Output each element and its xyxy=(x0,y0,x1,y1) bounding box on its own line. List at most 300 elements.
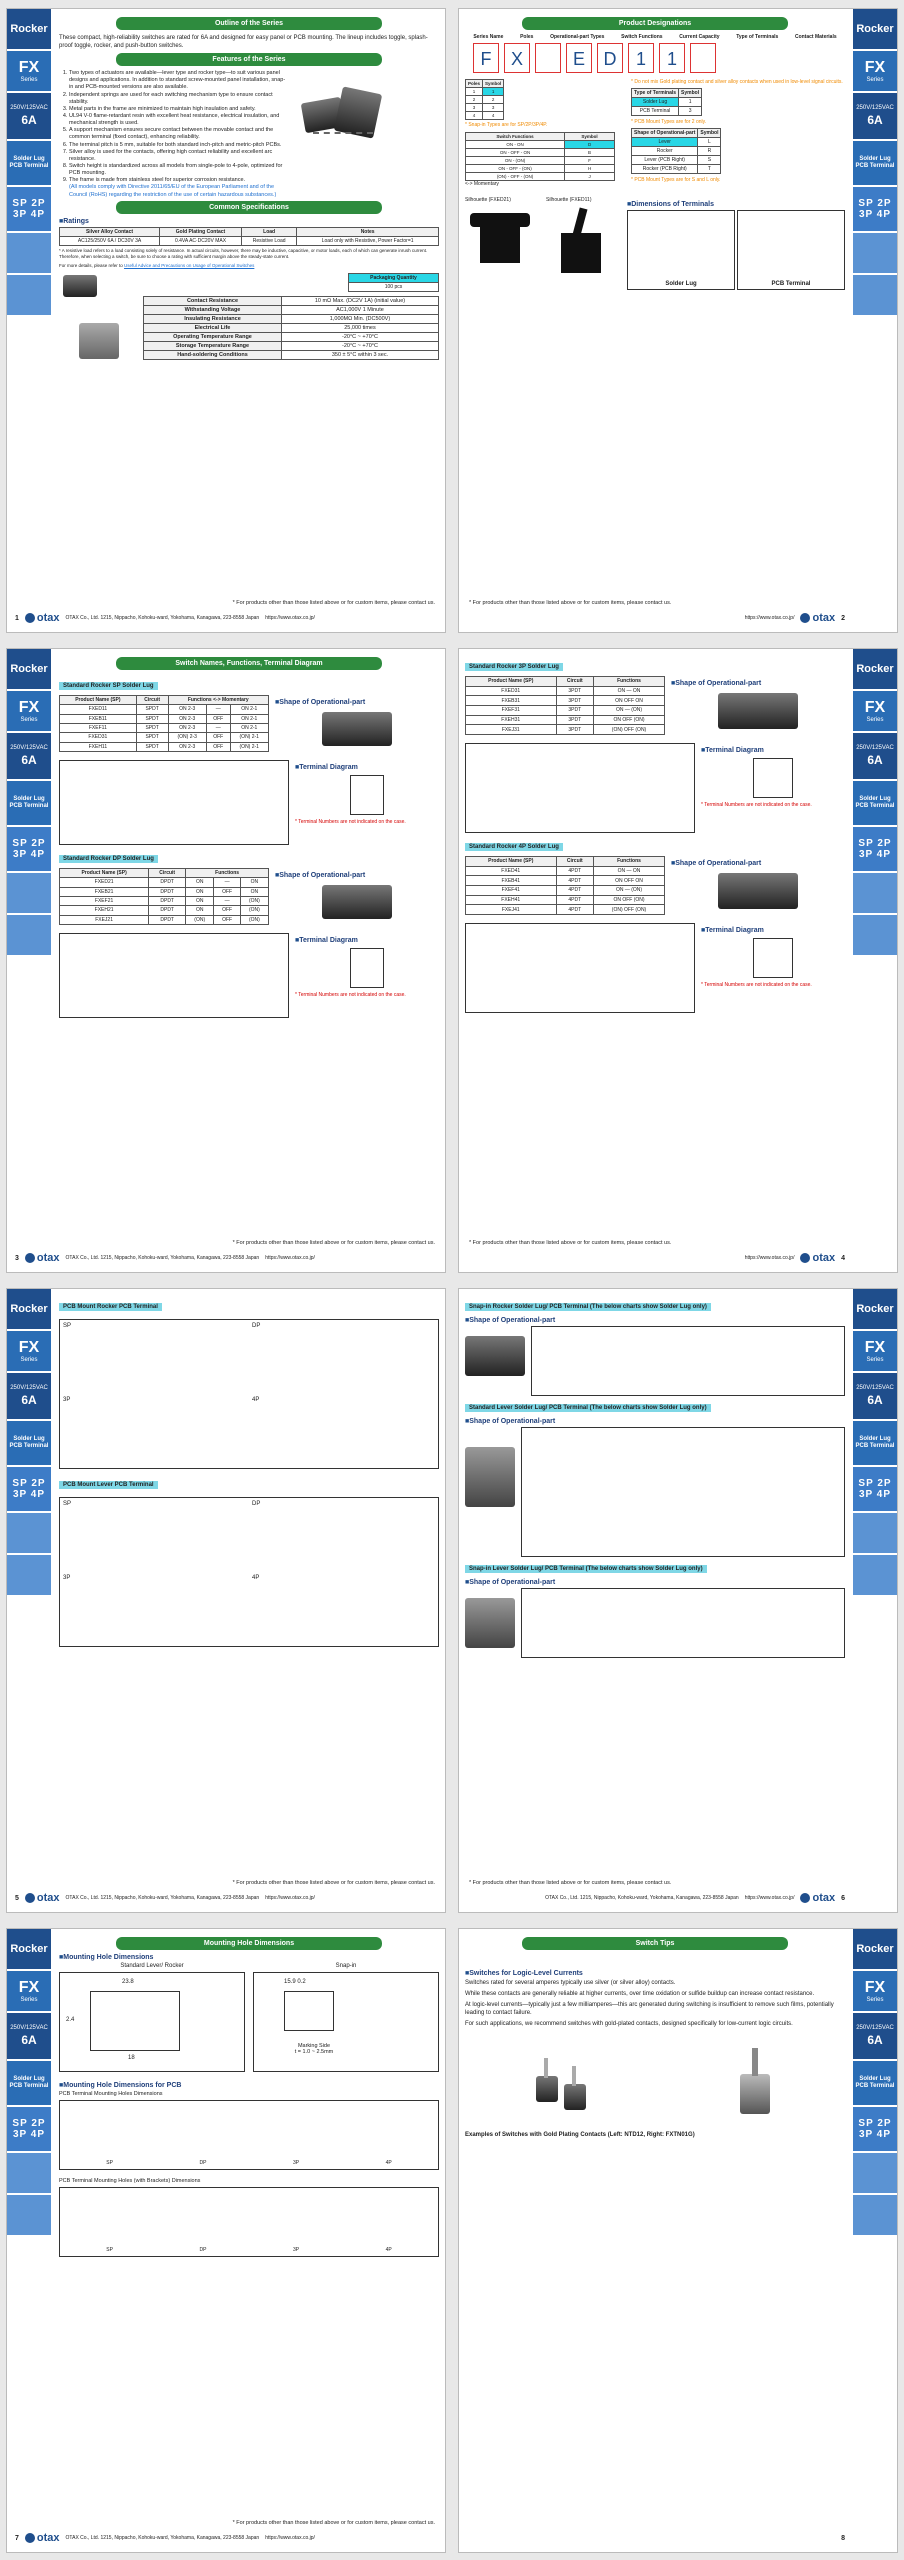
tab-fx[interactable] xyxy=(853,1971,897,2011)
logo-mark-icon xyxy=(800,1893,810,1903)
switch-photo xyxy=(59,273,139,360)
spec-val: 1,000MΩ Min. (DC500V) xyxy=(281,314,438,323)
func: (ON) xyxy=(240,896,268,905)
footer-note: * For products other than those listed above or for custom items, please contact us. xyxy=(232,1240,435,1246)
logo-text: otax xyxy=(812,1892,836,1904)
shape-symbol: L xyxy=(698,138,721,147)
tab-fx[interactable] xyxy=(853,691,897,731)
pcb-bracket-holes-drawing xyxy=(59,2187,439,2257)
footer-note: * For products other than those listed above or for custom items, please contact us. xyxy=(469,1240,672,1246)
tab-rating[interactable] xyxy=(7,93,51,139)
tab-blank-2 xyxy=(7,2195,51,2235)
tab-blank-2 xyxy=(7,1555,51,1595)
drawing-label: DP xyxy=(199,2160,207,2166)
drawing-label: 3P xyxy=(63,1397,71,1403)
func: ON 2-1 xyxy=(230,705,269,714)
rohs-note: (All models comply with Directive 2011/65/EU of the European Parliament and of the Council (RoHS) regarding the restriction of the use of certain hazardous substances.) xyxy=(69,184,277,198)
shape-heading: ■ Shape of Operational-part xyxy=(275,699,439,706)
shape-heading: ■ Shape of Operational-part xyxy=(671,860,845,867)
shape-head: Symbol xyxy=(698,129,721,138)
func: (ON) xyxy=(240,915,268,924)
tab-fx[interactable] xyxy=(7,691,51,731)
col-head: Product Name (SP) xyxy=(466,677,557,687)
logo-mark-icon xyxy=(800,1253,810,1263)
otax-logo xyxy=(25,1892,60,1904)
code-letter xyxy=(535,43,561,73)
gold-switch-photos xyxy=(465,2036,845,2126)
tab-rating-label: 6A xyxy=(21,1392,37,1407)
logo-mark-icon xyxy=(25,613,35,623)
func: ON xyxy=(186,896,214,905)
func: ON 2-3 xyxy=(168,723,206,732)
footer-url[interactable]: https://www.otax.co.jp/ xyxy=(744,1255,795,1261)
silhouette-rocker-drawing xyxy=(465,203,540,283)
func: — xyxy=(206,723,230,732)
ratings-col: Gold Plating Contact xyxy=(160,227,242,236)
page-number: 2 xyxy=(841,614,845,622)
tab-terminal[interactable]: Solder Lug PCB Terminal xyxy=(853,141,897,185)
shape-symbol: S xyxy=(698,156,721,165)
spec-val: 10 mΩ Max. (DC2V 1A) (initial value) xyxy=(281,296,438,305)
page-footer xyxy=(467,1888,845,1908)
tab-rocker[interactable]: Rocker xyxy=(7,1929,51,1969)
tab-poles-a: SP 2P xyxy=(858,198,892,209)
momentary-note: <-> Momentary xyxy=(465,181,499,187)
tab-rating[interactable] xyxy=(7,2013,51,2059)
logo-mark-icon xyxy=(25,1253,35,1263)
tab-blank-2 xyxy=(7,915,51,955)
tab-rating-sub: 250V/125VAC xyxy=(856,1385,894,1392)
product-name: FXEB41 xyxy=(466,876,557,886)
shape-head: Shape of Operational-part xyxy=(632,129,698,138)
page-footer xyxy=(467,608,845,628)
shape-heading: ■ Shape of Operational-part xyxy=(465,1418,845,1425)
pcb-note-2: * PCB Mount Types are for S and L only. xyxy=(631,177,721,183)
tab-blank-1 xyxy=(853,2153,897,2193)
fxtn01g-photo xyxy=(730,2046,780,2126)
tab-fx-sub: Series xyxy=(866,1996,884,2003)
product-name: FXEH31 xyxy=(466,715,557,725)
tab-fx[interactable] xyxy=(7,51,51,91)
func: (ON) 2-3 xyxy=(168,733,206,742)
otax-logo xyxy=(25,2532,60,2544)
feature-item: 6. The terminal pitch is 5 mm, suitable for both standard inch-pitch and metric-pitch PCBs. xyxy=(69,142,289,149)
col-head: Circuit xyxy=(556,857,594,867)
terminal-note: * Terminal Numbers are not indicated on the case. xyxy=(295,992,406,998)
func: ON xyxy=(186,878,214,887)
drawing-label: 3P xyxy=(63,1575,71,1581)
terminal-diagram xyxy=(350,775,384,815)
func: — xyxy=(214,878,241,887)
tab-poles[interactable] xyxy=(853,827,897,871)
feature-item: 8. Switch height is standardized across all models from single-pole to 4-pole, optimized for PCB mounting. xyxy=(69,163,289,177)
footer-note: * For products other than those listed above or for custom items, please contact us. xyxy=(232,600,435,606)
spec-key: Contact Resistance xyxy=(144,296,282,305)
product-name: FXEB31 xyxy=(466,696,557,706)
drawing-label: 4P xyxy=(385,2160,392,2166)
designation-label: Operational-part Types xyxy=(550,34,605,40)
silhouette-lever-drawing xyxy=(546,203,621,283)
tab-fx[interactable] xyxy=(7,1971,51,2011)
tab-terminal[interactable]: Solder Lug PCB Terminal xyxy=(7,2061,51,2105)
page-3 xyxy=(6,648,446,1273)
spec-val: AC1,000V 1 Minute xyxy=(281,305,438,314)
product-name: FXEF21 xyxy=(60,896,149,905)
tab-terminal[interactable]: Solder Lug PCB Terminal xyxy=(853,1421,897,1465)
terminal-type-head: Type of Terminals xyxy=(632,89,679,98)
product-name: FXEJ31 xyxy=(466,725,557,735)
tab-rating-sub: 250V/125VAC xyxy=(10,2025,48,2032)
ratings-link-pre: For more details, please refer to xyxy=(59,262,125,268)
col-head: Product Name (SP) xyxy=(60,869,149,878)
tab-rating[interactable] xyxy=(853,93,897,139)
std-dp-header: Standard Rocker DP Solder Lug xyxy=(59,855,158,863)
ntd12-photo xyxy=(530,2056,600,2126)
feature-item: 4. UL94 V-0 flame-retardant resin with excellent heat resistance, electrical insulation, and mechanical strength is used. xyxy=(69,113,289,127)
tab-rating[interactable] xyxy=(853,2013,897,2059)
tab-blank-1 xyxy=(853,233,897,273)
tab-rocker[interactable]: Rocker xyxy=(853,1929,897,1969)
snap-note: * Snap-in Types are for SP/2P/3P/4P. xyxy=(465,122,548,128)
page-number: 4 xyxy=(841,1254,845,1262)
tab-fx-sub: Series xyxy=(20,76,38,83)
col-head: Functions xyxy=(215,870,240,877)
circuit: DPDT xyxy=(149,896,186,905)
tab-terminal[interactable]: Solder Lug PCB Terminal xyxy=(7,781,51,825)
tab-rating[interactable] xyxy=(7,1373,51,1419)
tab-rocker[interactable]: Rocker xyxy=(853,649,897,689)
feature-item: 7. Silver alloy is used for the contacts, offering high contact reliability and excellent arc resistance. xyxy=(69,149,289,163)
product-photo xyxy=(293,70,439,190)
tab-rocker[interactable]: Rocker xyxy=(853,1289,897,1329)
tab-rocker[interactable]: Rocker xyxy=(7,9,51,49)
pcb-lever-header: PCB Mount Lever PCB Terminal xyxy=(59,1481,158,1489)
tab-poles-a: SP 2P xyxy=(858,2118,892,2129)
terminal-type: Solder Lug xyxy=(632,98,679,107)
designation-label: Contact Materials xyxy=(794,34,837,40)
col-head: Circuit xyxy=(136,696,168,705)
tab-poles-b: 3P 4P xyxy=(12,2129,46,2140)
code-letter: F xyxy=(473,43,499,73)
poles-table: Poles Symbol 1 1 2 2 3 3 4 4 xyxy=(465,79,504,120)
tab-poles-b: 3P 4P xyxy=(858,2129,892,2140)
4p-dimension-drawing xyxy=(465,923,695,1013)
circuit: DPDT xyxy=(149,878,186,887)
product-name: FXEF41 xyxy=(466,885,557,895)
dims-heading: ■ Dimensions of Terminals xyxy=(627,201,845,208)
drawing-label: SP xyxy=(106,2247,113,2253)
usage-advice-link[interactable]: Useful Advice and Precautions on Usage of Operational Switches xyxy=(124,262,255,268)
pcb-terminal-label: PCB Terminal xyxy=(771,281,811,287)
tab-rating-label: 6A xyxy=(867,752,883,767)
footer-note: * For products other than those listed above or for custom items, please contact us. xyxy=(469,1880,672,1886)
drawing-label: 3P xyxy=(292,2160,300,2166)
snapin-rocker-drawing xyxy=(531,1326,845,1396)
footer-url[interactable]: https://www.otax.co.jp/ xyxy=(265,2535,315,2541)
otax-logo xyxy=(25,1252,60,1264)
terminal-heading: ■ Terminal Diagram xyxy=(295,937,439,944)
ratings-cell: AC125/250V 6A / DC30V 3A xyxy=(60,236,160,245)
designation-labels xyxy=(465,34,845,40)
footer-address: OTAX Co., Ltd. 1215, Nippacho, Kohoku-ward, Yokohama, Kanagawa, 223-8558 Japan xyxy=(545,1895,739,1901)
drawing-sp xyxy=(60,1498,249,1572)
terminal-heading: ■ Terminal Diagram xyxy=(701,747,845,754)
func: ON xyxy=(186,906,214,915)
tips-text: At logic-level currents—typically just a few milliamperes—this arc generated during switching is insufficient to remove such films, potentially leading to contact failure. xyxy=(465,2002,834,2017)
packaging-head: Packaging Quantity xyxy=(349,273,439,282)
product-name: FXED21 xyxy=(60,878,149,887)
circuit: SPDT xyxy=(136,705,168,714)
tab-poles-b: 3P 4P xyxy=(12,209,46,220)
tab-terminal[interactable]: Solder Lug PCB Terminal xyxy=(7,1421,51,1465)
page-number: 6 xyxy=(841,1894,845,1902)
footer-note: * For products other than those listed above or for custom items, please contact us. xyxy=(232,1880,435,1886)
tab-rating-label: 6A xyxy=(867,2032,883,2047)
std-sp-header: Standard Rocker SP Solder Lug xyxy=(59,682,158,690)
std-4p-header: Standard Rocker 4P Solder Lug xyxy=(465,843,563,851)
code-letter: E xyxy=(566,43,592,73)
code-letter: 1 xyxy=(628,43,654,73)
tab-rating-label: 6A xyxy=(867,112,883,127)
product-name: FXEH11 xyxy=(60,742,137,751)
tab-poles-b: 3P 4P xyxy=(12,849,46,860)
page-8 xyxy=(458,1928,898,2553)
footer-url[interactable]: https://www.otax.co.jp/ xyxy=(265,1895,315,1901)
drawing-label: 4P xyxy=(385,2247,392,2253)
switch-names-banner: Switch Names, Functions, Terminal Diagram xyxy=(116,657,382,670)
dp-dimension-drawing xyxy=(59,933,289,1018)
page-1 xyxy=(6,8,446,633)
page-footer xyxy=(15,2528,393,2548)
terminal-type-head: Symbol xyxy=(679,89,702,98)
func: ON xyxy=(240,887,268,896)
spec-val: 350 ± 5°C within 3 sec. xyxy=(281,350,438,359)
solder-lug-label: Solder Lug xyxy=(665,281,697,287)
feature-item: 2. Independent springs are used for each switching mechanism type to ensure contact stability. xyxy=(69,92,289,106)
drawing-label: 4P xyxy=(252,1397,260,1403)
pcb-note-1: * PCB Mount Types are for 2 only. xyxy=(631,119,707,125)
circuit: DPDT xyxy=(149,906,186,915)
tab-terminal[interactable]: Solder Lug PCB Terminal xyxy=(7,141,51,185)
designation-label: Series Name xyxy=(473,34,504,40)
snapin-rocker-photo xyxy=(465,1336,525,1376)
page-7 xyxy=(6,1928,446,2553)
tab-poles-a: SP 2P xyxy=(858,1478,892,1489)
func: OFF xyxy=(214,915,241,924)
tab-fx[interactable] xyxy=(853,51,897,91)
terminal-types-table xyxy=(631,88,702,116)
rocker-photo xyxy=(322,885,392,919)
drawing-label: SP xyxy=(63,1323,72,1329)
page-number: 3 xyxy=(15,1254,19,1262)
tab-rating-sub: 250V/125VAC xyxy=(856,2025,894,2032)
page-number: 8 xyxy=(841,2534,845,2542)
logo-mark-icon xyxy=(800,613,810,623)
tab-poles[interactable] xyxy=(853,187,897,231)
func: ON 2-1 xyxy=(230,714,269,723)
terminal-symbol: 3 xyxy=(679,107,702,116)
intro-text: These compact, high-reliability switches are rated for 6A and designed for easy panel or PCB mounting. The lineup includes toggle, splash-proof toggle, rocker, and push-button switches. xyxy=(59,35,428,50)
product-name: FXEJ41 xyxy=(466,905,557,915)
footer-url[interactable]: https://www.otax.co.jp/ xyxy=(744,615,795,621)
col-head: <-> Momentary xyxy=(213,697,249,704)
product-name: FXEF31 xyxy=(466,705,557,715)
footer-address: OTAX Co., Ltd. 1215, Nippacho, Kohoku-ward, Yokohama, Kanagawa, 223-8558 Japan xyxy=(65,1895,260,1901)
terminal-type: PCB Terminal xyxy=(632,107,679,116)
shape-type: Rocker (PCB Right) xyxy=(632,165,698,174)
spec-key: Storage Temperature Range xyxy=(144,341,282,350)
tab-rating-sub: 250V/125VAC xyxy=(10,745,48,752)
func: (ON) xyxy=(186,915,214,924)
tab-poles-a: SP 2P xyxy=(12,1478,46,1489)
tab-poles[interactable] xyxy=(7,1467,51,1511)
col-head: Product Name (SP) xyxy=(466,857,557,867)
dim-width: 23.8 xyxy=(122,1979,134,1985)
std-lever-header: Standard Lever Solder Lug/ PCB Terminal (The below charts show Solder Lug only) xyxy=(465,1404,711,1412)
func: ON 2-3 xyxy=(168,705,206,714)
circuit: SPDT xyxy=(136,733,168,742)
func: OFF xyxy=(214,887,241,896)
feature-item: 9. The frame is made from stainless steel for superior corrosion resistance. xyxy=(69,177,289,184)
tab-fx-label: FX xyxy=(18,1338,40,1356)
designation-label: Switch Functions xyxy=(621,34,663,40)
terminal-note: * Terminal Numbers are not indicated on the case. xyxy=(701,802,812,808)
tab-rocker[interactable]: Rocker xyxy=(853,9,897,49)
pcb-mounting-label-2: PCB Terminal Mounting Holes (with Brackets) Dimensions xyxy=(59,2178,201,2184)
tab-poles-a: SP 2P xyxy=(12,838,46,849)
tab-rating[interactable] xyxy=(853,1373,897,1419)
side-tabs xyxy=(853,649,897,1272)
tab-fx[interactable] xyxy=(7,1331,51,1371)
tab-terminal[interactable]: Solder Lug PCB Terminal xyxy=(853,2061,897,2105)
drawing-label: SP xyxy=(63,1501,72,1507)
logo-text: otax xyxy=(36,1252,60,1264)
otax-logo xyxy=(800,1892,835,1904)
lever-photo xyxy=(465,1447,515,1507)
designation-label: Poles xyxy=(520,34,534,40)
func: (ON) 2-1 xyxy=(230,733,269,742)
tab-rocker[interactable]: Rocker xyxy=(7,1289,51,1329)
page-footer xyxy=(15,608,393,628)
tab-rating[interactable] xyxy=(7,733,51,779)
drawing-label: DP xyxy=(252,1501,261,1507)
spec-key: Electrical Life xyxy=(144,323,282,332)
product-name: FXEF11 xyxy=(60,723,137,732)
tab-poles[interactable] xyxy=(7,187,51,231)
tab-poles[interactable] xyxy=(853,1467,897,1511)
drawing-sp xyxy=(60,1320,249,1394)
ratings-col: Notes xyxy=(297,227,439,236)
circuit: SPDT xyxy=(136,723,168,732)
tab-rating[interactable] xyxy=(853,733,897,779)
snap-label: Snap-in xyxy=(335,1963,357,1969)
col-head: Product Name (SP) xyxy=(60,696,137,705)
tab-fx-label: FX xyxy=(18,58,40,76)
product-name: FXEB21 xyxy=(60,887,149,896)
drawing-dp xyxy=(249,1498,438,1572)
tab-rocker[interactable]: Rocker xyxy=(7,649,51,689)
spec-val: 25,000 times xyxy=(281,323,438,332)
page-footer xyxy=(467,2528,845,2548)
func: ON xyxy=(186,887,214,896)
tab-poles-a: SP 2P xyxy=(858,838,892,849)
logo-mark-icon xyxy=(25,1893,35,1903)
dim-edge: 2.4 xyxy=(66,2017,75,2023)
ratings-note: * A resistive load refers to a load consisting solely of resistance. In actual circuits, however, there may be inductive, capacitive, or motor loads, each of which can generate inrush current. Therefore, when selecting a switch, be sure to choose a rating with sufficient margin above the steady-state current. xyxy=(59,247,428,259)
packaging-table xyxy=(348,273,439,292)
footer-url[interactable]: https://www.otax.co.jp/ xyxy=(265,615,315,621)
marking-side: Marking Side xyxy=(297,2043,331,2049)
side-tabs xyxy=(853,1929,897,2552)
product-name: FXEH41 xyxy=(466,895,557,905)
shape-heading: ■ Shape of Operational-part xyxy=(671,680,845,687)
tab-poles-a: SP 2P xyxy=(12,198,46,209)
feature-item: 5. A support mechanism ensures secure contact between the movable contact and the common terminal (fixed contact), enhancing reliability. xyxy=(69,127,289,141)
ratings-cell: 0.4VA AC·DC20V MAX xyxy=(160,236,242,245)
page-number: 7 xyxy=(15,2534,19,2542)
tab-fx-sub: Series xyxy=(20,1356,38,1363)
footer-url[interactable]: https://www.otax.co.jp/ xyxy=(265,1255,315,1261)
side-tabs xyxy=(7,1929,51,2552)
logo-text: otax xyxy=(812,612,836,624)
shape-symbol: T xyxy=(698,165,721,174)
tab-rating-sub: 250V/125VAC xyxy=(856,105,894,112)
func: OFF xyxy=(206,733,230,742)
drawing-label: SP xyxy=(106,2160,113,2166)
sp-table xyxy=(59,695,269,752)
code-letter: D xyxy=(597,43,623,73)
rocker-photo xyxy=(718,873,798,909)
func: OFF xyxy=(214,906,241,915)
drawing-4p xyxy=(249,1572,438,1646)
product-name: FXED31 xyxy=(466,686,557,696)
pcb-mounting-label-1: PCB Terminal Mounting Holes Dimensions xyxy=(59,2091,163,2097)
features-list xyxy=(59,70,289,199)
product-name: FXEB11 xyxy=(60,714,137,723)
circuit: SPDT xyxy=(136,742,168,751)
std-hole-drawing xyxy=(59,1972,245,2072)
panel-thickness: t = 1.0 ~ 2.5mm xyxy=(294,2049,334,2055)
tab-fx[interactable] xyxy=(853,1331,897,1371)
drawing-label: 4P xyxy=(252,1575,260,1581)
page-6 xyxy=(458,1288,898,1913)
dp-table xyxy=(59,868,269,925)
tab-blank-1 xyxy=(7,233,51,273)
mounting-heading: ■ Mounting Hole Dimensions xyxy=(59,1954,439,1961)
shape-type: Lever (PCB Right) xyxy=(632,156,698,165)
tab-poles-b: 3P 4P xyxy=(12,1489,46,1500)
ratings-col: Silver Alloy Contact xyxy=(60,227,160,236)
product-name: FXED11 xyxy=(60,705,137,714)
terminal-diagram xyxy=(753,938,793,978)
tab-fx-label: FX xyxy=(864,58,886,76)
tab-blank-1 xyxy=(7,2153,51,2193)
snapin-lever-photo xyxy=(465,1598,515,1648)
code-letter: X xyxy=(504,43,530,73)
tab-poles[interactable] xyxy=(7,827,51,871)
tab-terminal[interactable]: Solder Lug PCB Terminal xyxy=(853,781,897,825)
tab-poles[interactable] xyxy=(853,2107,897,2151)
tab-rating-label: 6A xyxy=(21,112,37,127)
footer-url[interactable]: https://www.otax.co.jp/ xyxy=(744,1895,795,1901)
tab-fx-sub: Series xyxy=(20,716,38,723)
side-tabs xyxy=(7,1289,51,1912)
tab-poles[interactable] xyxy=(7,2107,51,2151)
footer-address: OTAX Co., Ltd. 1215, Nippacho, Kohoku-ward, Yokohama, Kanagawa, 223-8558 Japan xyxy=(65,2535,260,2541)
page-2 xyxy=(458,8,898,633)
spec-val: -20°C ~ +70°C xyxy=(281,332,438,341)
code-letter xyxy=(690,43,716,73)
